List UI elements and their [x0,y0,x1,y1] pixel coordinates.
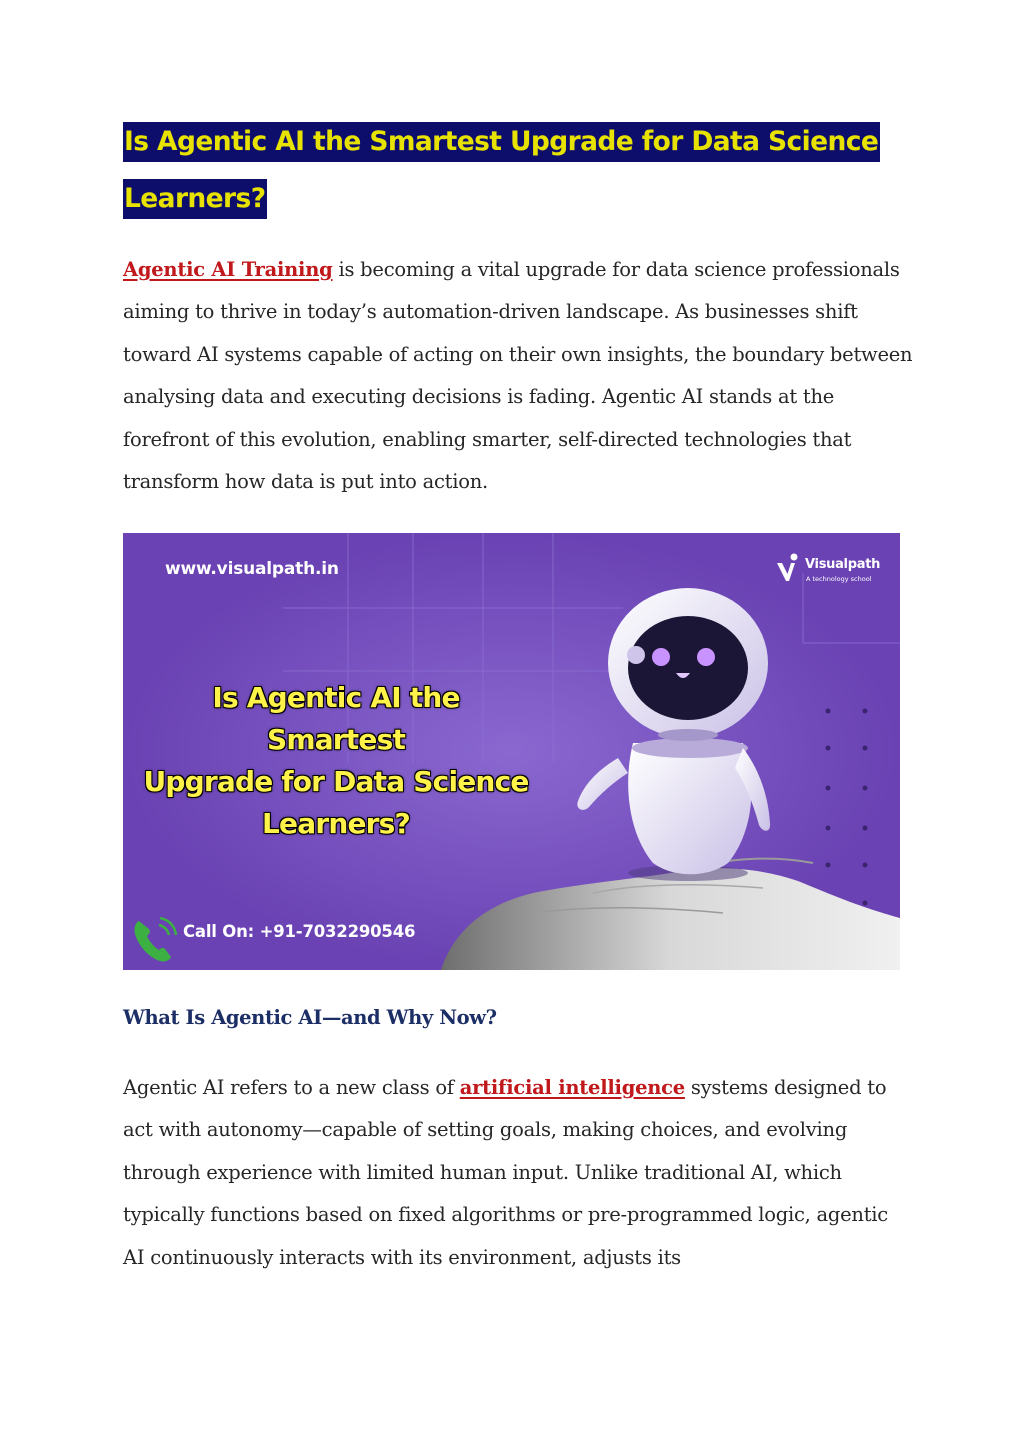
phone-icon [131,913,181,965]
banner-url: www.visualpath.in [165,559,339,579]
logo-tagline: A technology school [806,575,872,583]
section-text-before: Agentic AI refers to a new class of [123,1076,460,1099]
page-title [123,122,903,219]
section-text-after: systems designed to act with autonomy—capable of setting goals, making choices, and evolving through experience with limited human input. Unlike traditional AI, which typically functions based on fixed algorithms or pre-programmed logic, agentic AI continuously interacts with its environment, adjusts its [123,1076,888,1269]
visualpath-logo-icon [775,551,803,587]
banner-headline-line: Learners? [262,807,410,840]
artificial-intelligence-link[interactable]: artificial intelligence [459,1076,685,1099]
article-banner-image [123,533,900,970]
banner-headline-line: Upgrade for Data Science [143,765,529,798]
title-line-1: Is Agentic AI the Smartest Upgrade for Data Science [123,122,880,162]
logo-name: Visualpath [805,557,881,572]
intro-text: is becoming a vital upgrade for data science professionals aiming to thrive in today’s automation-driven landscape. As businesses shift toward AI systems capable of acting on their own insights, the boundary between analysing data and executing decisions is fading. Agentic AI stands at the forefront of this evolution, enabling smarter, self-directed technologies that transform how data is put into action. [123,258,913,494]
section-paragraph [123,1067,913,1279]
visualpath-logo [775,551,885,591]
section-heading: What Is Agentic AI—and Why Now? [123,1006,497,1029]
banner-call-number: Call On: +91-7032290546 [183,922,416,941]
agentic-ai-training-link[interactable]: Agentic AI Training [123,258,333,281]
banner-headline-line: Is Agentic AI the Smartest [212,681,460,756]
banner-headline [141,677,531,845]
title-line-2: Learners? [123,179,267,219]
intro-paragraph [123,249,913,503]
